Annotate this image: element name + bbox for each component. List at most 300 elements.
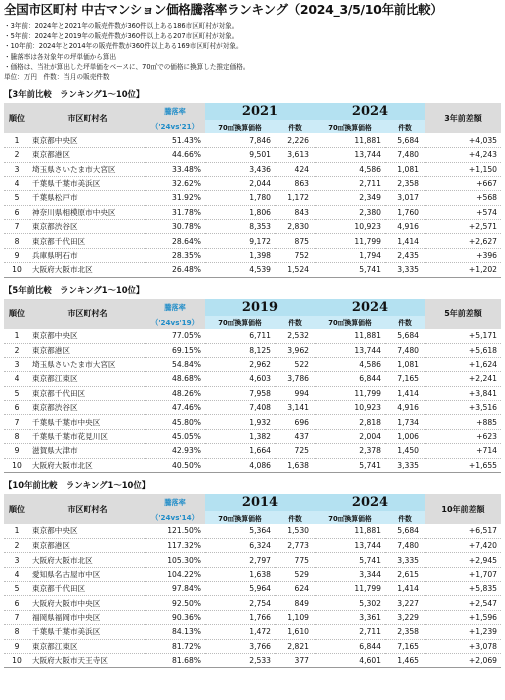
rate-cell: 31.92% — [145, 191, 205, 205]
note-line: ・価格は、当社が算出した坪単価をベースに、70㎡での価格に換算した推定価格。 — [4, 62, 250, 71]
rate-cell: 51.43% — [145, 133, 205, 147]
rate-cell: 77.05% — [145, 329, 205, 343]
count-new-cell: 1,450 — [385, 444, 425, 458]
diff-cell: +1,150 — [425, 162, 501, 176]
price-new-cell: 5,741 — [315, 553, 385, 567]
count-new-cell: 7,480 — [385, 148, 425, 162]
rank-cell: 3 — [4, 162, 30, 176]
name-cell: 愛知県名古屋市中区 — [30, 567, 145, 581]
diff-cell: +3,078 — [425, 639, 501, 653]
rate-cell: 33.48% — [145, 162, 205, 176]
rank-cell: 3 — [4, 553, 30, 567]
table-row — [4, 654, 501, 668]
table-row — [4, 401, 501, 415]
table-row — [4, 329, 501, 343]
count-old-cell: 3,613 — [275, 148, 315, 162]
count-new-cell: 7,165 — [385, 372, 425, 386]
table-row — [4, 625, 501, 639]
year-old-header: 2019 — [205, 299, 315, 316]
name-cell: 東京都江東区 — [30, 639, 145, 653]
rate-cell: 45.05% — [145, 429, 205, 443]
count-old-header: 件数 — [275, 316, 315, 329]
name-cell: 大阪府大阪市中央区 — [30, 596, 145, 610]
price-new-cell: 13,744 — [315, 538, 385, 552]
price-old-cell: 3,436 — [205, 162, 275, 176]
ranking-sections — [4, 88, 501, 668]
count-old-cell: 1,638 — [275, 458, 315, 472]
diff-cell: +7,420 — [425, 538, 501, 552]
diff-cell: +6,517 — [425, 524, 501, 538]
table-row — [4, 133, 501, 147]
diff-cell: +5,171 — [425, 329, 501, 343]
price-new-header: 70㎡換算価格 — [315, 511, 385, 524]
header-row — [4, 494, 501, 511]
table-row — [4, 234, 501, 248]
price-old-cell: 9,172 — [205, 234, 275, 248]
rate-cell: 121.50% — [145, 524, 205, 538]
count-new-cell: 3,229 — [385, 610, 425, 624]
diff-cell: +2,547 — [425, 596, 501, 610]
price-new-cell: 1,794 — [315, 248, 385, 262]
ranking-table — [4, 103, 501, 277]
count-old-cell: 2,821 — [275, 639, 315, 653]
name-cell: 福岡県福岡市中央区 — [30, 610, 145, 624]
count-new-cell: 5,684 — [385, 329, 425, 343]
table-row — [4, 444, 501, 458]
price-new-cell: 2,380 — [315, 205, 385, 219]
count-new-cell: 3,335 — [385, 458, 425, 472]
diff-cell: +1,239 — [425, 625, 501, 639]
diff-cell: +1,707 — [425, 567, 501, 581]
ranking-section — [4, 479, 501, 668]
diff-cell: +1,624 — [425, 357, 501, 371]
rate-cell: 104.22% — [145, 567, 205, 581]
price-new-cell: 6,844 — [315, 372, 385, 386]
count-new-cell: 1,465 — [385, 654, 425, 668]
rank-cell: 9 — [4, 444, 30, 458]
rank-cell: 2 — [4, 343, 30, 357]
table-row — [4, 524, 501, 538]
count-old-cell: 2,773 — [275, 538, 315, 552]
diff-cell: +2,571 — [425, 220, 501, 234]
year-new-header: 2024 — [315, 494, 425, 511]
rate-cell: 54.84% — [145, 357, 205, 371]
count-new-cell: 7,480 — [385, 538, 425, 552]
price-new-cell: 4,586 — [315, 357, 385, 371]
table-row — [4, 372, 501, 386]
rank-cell: 9 — [4, 248, 30, 262]
count-new-cell: 1,414 — [385, 386, 425, 400]
ranking-section — [4, 88, 501, 277]
price-old-header: 70㎡換算価格 — [205, 120, 275, 133]
name-cell: 東京都中央区 — [30, 133, 145, 147]
table-row — [4, 553, 501, 567]
diff-header: 3年前差額 — [425, 103, 501, 133]
year-new-header: 2024 — [315, 299, 425, 316]
rank-cell: 2 — [4, 148, 30, 162]
rank-cell: 8 — [4, 625, 30, 639]
rate-period-header: （'24vs'19） — [145, 316, 205, 329]
count-old-cell: 437 — [275, 429, 315, 443]
rate-cell: 69.15% — [145, 343, 205, 357]
count-old-cell: 424 — [275, 162, 315, 176]
price-old-cell: 1,664 — [205, 444, 275, 458]
count-old-cell: 843 — [275, 205, 315, 219]
price-new-cell: 11,799 — [315, 582, 385, 596]
table-row — [4, 386, 501, 400]
rank-cell: 8 — [4, 234, 30, 248]
price-new-cell: 11,799 — [315, 386, 385, 400]
rank-header: 順位 — [4, 494, 30, 524]
count-new-cell: 1,414 — [385, 582, 425, 596]
price-old-cell: 1,780 — [205, 191, 275, 205]
price-new-cell: 2,818 — [315, 415, 385, 429]
count-old-cell: 2,532 — [275, 329, 315, 343]
price-old-cell: 9,501 — [205, 148, 275, 162]
price-new-cell: 11,881 — [315, 329, 385, 343]
price-new-cell: 13,744 — [315, 148, 385, 162]
ranking-table — [4, 299, 501, 473]
diff-cell: +4,243 — [425, 148, 501, 162]
name-cell: 埼玉県さいたま市大宮区 — [30, 162, 145, 176]
name-cell: 東京都港区 — [30, 343, 145, 357]
price-new-header: 70㎡換算価格 — [315, 316, 385, 329]
count-old-cell: 3,141 — [275, 401, 315, 415]
count-new-cell: 2,358 — [385, 625, 425, 639]
table-row — [4, 639, 501, 653]
note-line: ・騰落率は各対象年の坪単価から算出 — [4, 52, 117, 61]
count-old-cell: 1,610 — [275, 625, 315, 639]
price-old-cell: 7,846 — [205, 133, 275, 147]
diff-cell: +1,655 — [425, 458, 501, 472]
name-cell: 滋賀県大津市 — [30, 444, 145, 458]
diff-cell: +714 — [425, 444, 501, 458]
price-new-cell: 2,004 — [315, 429, 385, 443]
price-new-header: 70㎡換算価格 — [315, 120, 385, 133]
diff-cell: +2,627 — [425, 234, 501, 248]
price-new-cell: 13,744 — [315, 343, 385, 357]
header-row — [4, 299, 501, 316]
rank-cell: 6 — [4, 401, 30, 415]
table-row — [4, 538, 501, 552]
name-cell: 千葉県千葉市中央区 — [30, 415, 145, 429]
price-old-cell: 7,958 — [205, 386, 275, 400]
ranking-table — [4, 494, 501, 668]
count-new-cell: 5,684 — [385, 524, 425, 538]
price-old-cell: 5,964 — [205, 582, 275, 596]
name-cell: 東京都千代田区 — [30, 582, 145, 596]
price-old-cell: 2,797 — [205, 553, 275, 567]
count-new-cell: 5,684 — [385, 133, 425, 147]
name-cell: 埼玉県さいたま市大宮区 — [30, 357, 145, 371]
rate-header: 騰落率 — [145, 494, 205, 511]
price-new-cell: 5,302 — [315, 596, 385, 610]
price-old-cell: 1,472 — [205, 625, 275, 639]
price-old-cell: 6,711 — [205, 329, 275, 343]
name-cell: 東京都港区 — [30, 148, 145, 162]
name-cell: 千葉県松戸市 — [30, 191, 145, 205]
price-old-cell: 7,408 — [205, 401, 275, 415]
price-old-cell: 1,806 — [205, 205, 275, 219]
name-cell: 千葉県千葉市美浜区 — [30, 625, 145, 639]
price-old-cell: 4,086 — [205, 458, 275, 472]
price-old-cell: 2,754 — [205, 596, 275, 610]
price-new-cell: 3,344 — [315, 567, 385, 581]
table-row — [4, 610, 501, 624]
price-new-cell: 10,923 — [315, 401, 385, 415]
section-title: 【5年前比較 ランキング1～10位】 — [4, 284, 145, 295]
rate-cell: 30.78% — [145, 220, 205, 234]
rank-cell: 10 — [4, 654, 30, 668]
diff-cell: +2,241 — [425, 372, 501, 386]
price-new-cell: 5,741 — [315, 263, 385, 277]
rate-cell: 105.30% — [145, 553, 205, 567]
diff-cell: +568 — [425, 191, 501, 205]
price-old-header: 70㎡換算価格 — [205, 511, 275, 524]
count-new-cell: 3,227 — [385, 596, 425, 610]
name-cell: 東京都中央区 — [30, 524, 145, 538]
price-old-cell: 1,932 — [205, 415, 275, 429]
count-old-cell: 1,109 — [275, 610, 315, 624]
price-new-cell: 3,361 — [315, 610, 385, 624]
rank-cell: 10 — [4, 263, 30, 277]
count-new-cell: 1,760 — [385, 205, 425, 219]
diff-header: 10年前差額 — [425, 494, 501, 524]
rank-cell: 6 — [4, 596, 30, 610]
rate-cell: 92.50% — [145, 596, 205, 610]
table-row — [4, 415, 501, 429]
count-old-cell: 529 — [275, 567, 315, 581]
rate-cell: 97.84% — [145, 582, 205, 596]
name-cell: 大阪府大阪市北区 — [30, 263, 145, 277]
rank-header: 順位 — [4, 103, 30, 133]
count-new-cell: 2,358 — [385, 176, 425, 190]
rate-cell: 42.93% — [145, 444, 205, 458]
count-old-cell: 775 — [275, 553, 315, 567]
count-new-cell: 3,335 — [385, 263, 425, 277]
count-new-header: 件数 — [385, 316, 425, 329]
document-title: 全国市区町村 中古マンション価格騰落率ランキング（2024_3/5/10年前比較） — [4, 2, 443, 17]
rate-cell: 32.62% — [145, 176, 205, 190]
rank-cell: 10 — [4, 458, 30, 472]
diff-cell: +3,516 — [425, 401, 501, 415]
count-new-cell: 4,916 — [385, 220, 425, 234]
rate-cell: 84.13% — [145, 625, 205, 639]
name-cell: 大阪府大阪市北区 — [30, 458, 145, 472]
count-old-cell: 725 — [275, 444, 315, 458]
year-new-header: 2024 — [315, 103, 425, 120]
price-new-cell: 4,586 — [315, 162, 385, 176]
rate-cell: 47.46% — [145, 401, 205, 415]
table-row — [4, 357, 501, 371]
rank-cell: 7 — [4, 415, 30, 429]
price-old-cell: 1,766 — [205, 610, 275, 624]
name-cell: 東京都千代田区 — [30, 386, 145, 400]
name-cell: 兵庫県明石市 — [30, 248, 145, 262]
header-row — [4, 103, 501, 120]
price-old-cell: 3,766 — [205, 639, 275, 653]
table-row — [4, 191, 501, 205]
price-new-cell: 11,881 — [315, 524, 385, 538]
count-old-cell: 3,786 — [275, 372, 315, 386]
count-old-cell: 849 — [275, 596, 315, 610]
rate-header: 騰落率 — [145, 299, 205, 316]
rate-cell: 48.26% — [145, 386, 205, 400]
table-row — [4, 220, 501, 234]
diff-cell: +396 — [425, 248, 501, 262]
price-old-cell: 4,539 — [205, 263, 275, 277]
table-row — [4, 176, 501, 190]
diff-cell: +5,835 — [425, 582, 501, 596]
count-new-cell: 1,734 — [385, 415, 425, 429]
diff-cell: +5,618 — [425, 343, 501, 357]
price-old-cell: 2,533 — [205, 654, 275, 668]
price-old-cell: 6,324 — [205, 538, 275, 552]
price-old-cell: 1,382 — [205, 429, 275, 443]
name-cell: 東京都中央区 — [30, 329, 145, 343]
rate-cell: 117.32% — [145, 538, 205, 552]
name-cell: 東京都渋谷区 — [30, 401, 145, 415]
section-title: 【3年前比較 ランキング1～10位】 — [4, 89, 145, 100]
count-old-cell: 696 — [275, 415, 315, 429]
rank-cell: 5 — [4, 582, 30, 596]
rank-cell: 6 — [4, 205, 30, 219]
rate-cell: 26.48% — [145, 263, 205, 277]
note-line: ・10年前：2024年と2014年の販売件数が360件以上ある169市区町村が対象。 — [4, 42, 243, 51]
price-old-cell: 5,364 — [205, 524, 275, 538]
count-new-cell: 7,480 — [385, 343, 425, 357]
table-row — [4, 343, 501, 357]
rate-cell: 81.72% — [145, 639, 205, 653]
rank-cell: 9 — [4, 639, 30, 653]
price-new-cell: 11,799 — [315, 234, 385, 248]
rank-cell: 8 — [4, 429, 30, 443]
diff-cell: +574 — [425, 205, 501, 219]
name-cell: 千葉県千葉市花見川区 — [30, 429, 145, 443]
count-new-cell: 3,017 — [385, 191, 425, 205]
price-old-cell: 1,398 — [205, 248, 275, 262]
price-old-cell: 8,353 — [205, 220, 275, 234]
count-old-cell: 752 — [275, 248, 315, 262]
price-old-cell: 8,125 — [205, 343, 275, 357]
year-old-header: 2014 — [205, 494, 315, 511]
ranking-section — [4, 284, 501, 473]
price-new-cell: 4,601 — [315, 654, 385, 668]
table-row — [4, 458, 501, 472]
price-new-cell: 6,844 — [315, 639, 385, 653]
rank-header: 順位 — [4, 299, 30, 329]
diff-cell: +2,069 — [425, 654, 501, 668]
count-new-cell: 1,006 — [385, 429, 425, 443]
price-old-cell: 1,638 — [205, 567, 275, 581]
diff-cell: +2,945 — [425, 553, 501, 567]
count-new-cell: 2,615 — [385, 567, 425, 581]
count-old-header: 件数 — [275, 120, 315, 133]
rate-cell: 28.35% — [145, 248, 205, 262]
price-new-cell: 2,711 — [315, 625, 385, 639]
count-new-cell: 7,165 — [385, 639, 425, 653]
rate-cell: 40.50% — [145, 458, 205, 472]
rank-cell: 4 — [4, 372, 30, 386]
price-new-cell: 11,881 — [315, 133, 385, 147]
table-row — [4, 582, 501, 596]
note-line: ・3年前：2024年と2021年の販売件数が360件以上ある186市区町村が対象。 — [4, 22, 239, 30]
diff-cell: +623 — [425, 429, 501, 443]
count-old-cell: 1,524 — [275, 263, 315, 277]
count-new-cell: 1,081 — [385, 357, 425, 371]
rank-cell: 4 — [4, 176, 30, 190]
diff-cell: +4,035 — [425, 133, 501, 147]
price-new-cell: 2,711 — [315, 176, 385, 190]
section-title: 【10年前比較 ランキング1～10位】 — [4, 480, 151, 491]
rate-cell: 48.68% — [145, 372, 205, 386]
rate-cell: 31.78% — [145, 205, 205, 219]
rank-cell: 1 — [4, 329, 30, 343]
rank-cell: 1 — [4, 133, 30, 147]
name-cell: 神奈川県相模原市中央区 — [30, 205, 145, 219]
count-new-cell: 4,916 — [385, 401, 425, 415]
count-old-cell: 522 — [275, 357, 315, 371]
count-new-header: 件数 — [385, 511, 425, 524]
diff-cell: +3,841 — [425, 386, 501, 400]
count-old-cell: 624 — [275, 582, 315, 596]
diff-cell: +667 — [425, 176, 501, 190]
diff-cell: +1,202 — [425, 263, 501, 277]
name-cell: 大阪府大阪市北区 — [30, 553, 145, 567]
count-old-cell: 2,226 — [275, 133, 315, 147]
rate-cell: 28.64% — [145, 234, 205, 248]
rate-header: 騰落率 — [145, 103, 205, 120]
diff-cell: +1,596 — [425, 610, 501, 624]
name-cell: 東京都江東区 — [30, 372, 145, 386]
table-row — [4, 263, 501, 277]
table-row — [4, 596, 501, 610]
count-new-header: 件数 — [385, 120, 425, 133]
rank-cell: 7 — [4, 220, 30, 234]
count-new-cell: 2,435 — [385, 248, 425, 262]
year-old-header: 2021 — [205, 103, 315, 120]
price-old-header: 70㎡換算価格 — [205, 316, 275, 329]
name-cell: 東京都渋谷区 — [30, 220, 145, 234]
count-old-cell: 994 — [275, 386, 315, 400]
count-new-cell: 1,081 — [385, 162, 425, 176]
name-cell: 東京都千代田区 — [30, 234, 145, 248]
price-new-cell: 2,349 — [315, 191, 385, 205]
table-row — [4, 148, 501, 162]
count-new-cell: 1,414 — [385, 234, 425, 248]
count-old-cell: 377 — [275, 654, 315, 668]
name-header: 市区町村名 — [30, 103, 145, 133]
table-row — [4, 205, 501, 219]
name-cell: 千葉県千葉市美浜区 — [30, 176, 145, 190]
rank-cell: 3 — [4, 357, 30, 371]
name-cell: 大阪府大阪市天王寺区 — [30, 654, 145, 668]
rate-period-header: （'24vs'14） — [145, 511, 205, 524]
price-new-cell: 10,923 — [315, 220, 385, 234]
note-line: 単位：万円 件数：当月の販売件数 — [4, 73, 110, 82]
rate-cell: 44.66% — [145, 148, 205, 162]
price-old-cell: 4,603 — [205, 372, 275, 386]
count-old-header: 件数 — [275, 511, 315, 524]
table-row — [4, 162, 501, 176]
rank-cell: 5 — [4, 191, 30, 205]
note-line: ・5年前：2024年と2019年の販売件数が360件以上ある207市区町村が対象。 — [4, 32, 239, 41]
diff-cell: +885 — [425, 415, 501, 429]
count-new-cell: 3,335 — [385, 553, 425, 567]
rank-cell: 2 — [4, 538, 30, 552]
rank-cell: 1 — [4, 524, 30, 538]
rate-cell: 81.68% — [145, 654, 205, 668]
